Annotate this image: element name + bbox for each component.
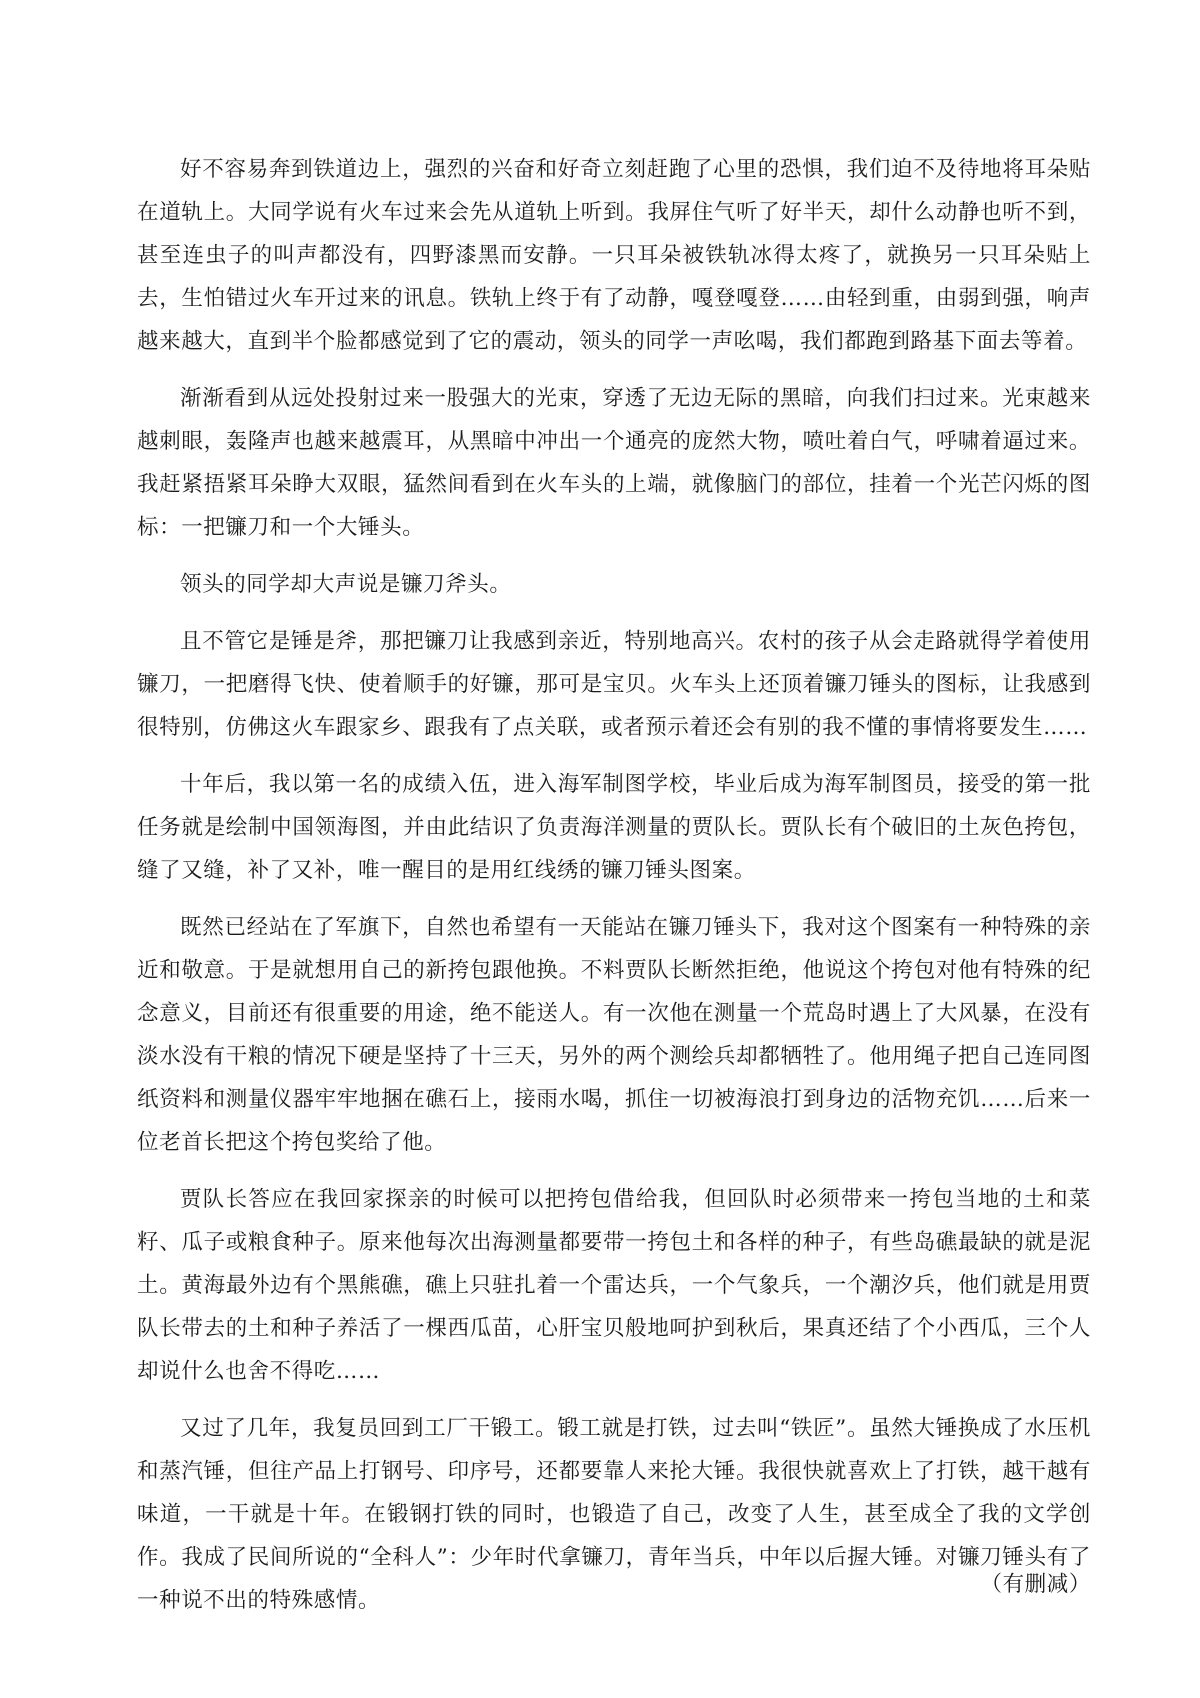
abridged-note: （有删减）	[980, 1572, 1091, 1597]
paragraph-2: 渐渐看到从远处投射过来一股强大的光束，穿透了无边无际的黑暗，向我们扫过来。光束越来越刺眼，轰隆声也越来越震耳，从黑暗中冲出一个通亮的庞然大物，喷吐着白气，呼啸着逼过来。我赶紧捂紧耳朵睁大双眼，猛然间看到在火车头的上端，就像脑门的部位，挂着一个光芒闪烁的图标：一把镰刀和一个大锤头。	[137, 386, 1091, 540]
paragraph-6: 既然已经站在了军旗下，自然也希望有一天能站在镰刀锤头下，我对这个图案有一种特殊的亲近和敬意。于是就想用自己的新挎包跟他换。不料贾队长断然拒绝，他说这个挎包对他有特殊的纪念意义，目前还有很重要的用途，绝不能送人。有一次他在测量一个荒岛时遇上了大风暴，在没有淡水没有干粮的情况下硬是坚持了十三天，另外的两个测绘兵却都牺牲了。他用绳子把自己连同图纸资料和测量仪器牢牢地捆在礁石上，接雨水喝，抓住一切被海浪打到身边的活物充饥……后来一位老首长把这个挎包奖给了他。	[137, 915, 1091, 1155]
paragraph-3: 领头的同学却大声说是镰刀斧头。	[180, 572, 512, 597]
paragraph-4: 且不管它是锤是斧，那把镰刀让我感到亲近，特别地高兴。农村的孩子从会走路就得学着使用镰刀，一把磨得飞快、使着顺手的好镰，那可是宝贝。火车头上还顶着镰刀锤头的图标，让我感到很特别，仿佛这火车跟家乡、跟我有了点关联，或者预示着还会有别的我不懂的事情将要发生……	[137, 629, 1091, 740]
paragraph-8: 又过了几年，我复员回到工厂干锻工。锻工就是打铁，过去叫“铁匠”。虽然大锤换成了水压机和蒸汽锤，但往产品上打钢号、印序号，还都要靠人来抡大锤。我很快就喜欢上了打铁，越干越有味道，一干就是十年。在锻钢打铁的同时，也锻造了自己，改变了人生，甚至成全了我的文学创作。我成了民间所说的“全科人”：少年时代拿镰刀，青年当兵，中年以后握大锤。对镰刀锤头有了一种说不出的特殊感情。	[137, 1416, 1091, 1613]
paragraph-5: 十年后，我以第一名的成绩入伍，进入海军制图学校，毕业后成为海军制图员，接受的第一批任务就是绘制中国领海图，并由此结识了负责海洋测量的贾队长。贾队长有个破旧的土灰色挎包，缝了又缝，补了又补，唯一醒目的是用红线绣的镰刀锤头图案。	[137, 772, 1091, 883]
paragraph-1: 好不容易奔到铁道边上，强烈的兴奋和好奇立刻赶跑了心里的恐惧，我们迫不及待地将耳朵贴在道轨上。大同学说有火车过来会先从道轨上听到。我屏住气听了好半天，却什么动静也听不到，甚至连虫子的叫声都没有，四野漆黑而安静。一只耳朵被铁轨冰得太疼了，就换另一只耳朵贴上去，生怕错过火车开过来的讯息。铁轨上终于有了动静，嘎登嘎登……由轻到重，由弱到强，响声越来越大，直到半个脸都感觉到了它的震动，领头的同学一声吆喝，我们都跑到路基下面去等着。	[137, 157, 1091, 354]
article-body	[137, 148, 1091, 1636]
paragraph-7: 贾队长答应在我回家探亲的时候可以把挎包借给我，但回队时必须带来一挎包当地的土和菜籽、瓜子或粮食种子。原来他每次出海测量都要带一挎包土和各样的种子，有些岛礁最缺的就是泥土。黄海最外边有个黑熊礁，礁上只驻扎着一个雷达兵，一个气象兵，一个潮汐兵，他们就是用贾队长带去的土和种子养活了一棵西瓜苗，心肝宝贝般地呵护到秋后，果真还结了个小西瓜，三个人却说什么也舍不得吃……	[137, 1187, 1091, 1384]
